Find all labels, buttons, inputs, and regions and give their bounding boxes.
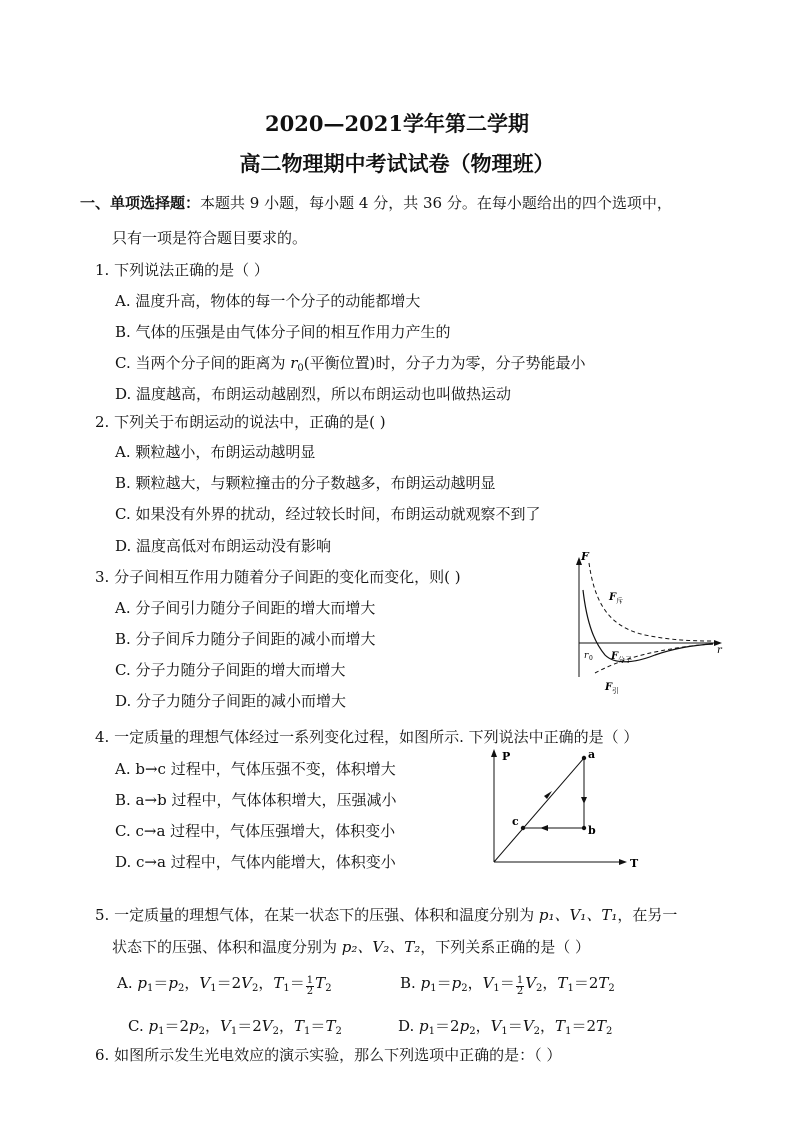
q4-option-c: C. c→a 过程中，气体压强增大，体积变小 (115, 822, 396, 840)
q1-stem: 1. 下列说法正确的是（ ） (95, 261, 269, 279)
q5-line1-post: ，在另一 (617, 906, 678, 924)
fig4-b-label: b (588, 824, 596, 837)
q5-b-fraction: $\frac{1}{2}$ (516, 975, 524, 997)
q4-option-d: D. c→a 过程中，气体内能增大，体积变小 (115, 853, 396, 871)
q3-option-a: A. 分子间引力随分子间距的增大而增大 (115, 599, 376, 617)
q1-option-c (115, 352, 586, 374)
q5-c-label: C. (128, 1017, 144, 1035)
fig4-ca-arrow (544, 791, 552, 799)
q5-line2-vars: p₂、V₂、T₂ (341, 938, 421, 956)
q5-b-label: B. (400, 974, 416, 992)
section1-heading (80, 192, 672, 213)
exam-title-year: 2020—2021学年第二学期 (265, 111, 529, 136)
fig4-t-axis-arrow (619, 859, 627, 865)
fig3-fmol-sub: 分子 (618, 656, 632, 664)
section1-desc-cont: 只有一项是符合题目要求的。 (112, 229, 308, 247)
q5-stem-line1 (95, 904, 677, 925)
fig3-fatt-label: F (605, 682, 613, 693)
exam-title-name: 高二物理期中考试试卷（物理班） (239, 151, 555, 176)
fig4-point-b (582, 826, 586, 830)
fig3-frep-sub: 斥 (616, 597, 623, 605)
q5-line1-pre: 5. 一定质量的理想气体，在某一状态下的压强、体积和温度分别为 (95, 906, 539, 924)
q5-line2-post: ，下列关系正确的是（ ） (420, 938, 591, 956)
q3-option-d: D. 分子力随分子间距的减小而增大 (115, 692, 347, 710)
q1-option-b: B. 气体的压强是由气体分子间的相互作用力产生的 (115, 323, 451, 341)
q3-option-b: B. 分子间斥力随分子间距的减小而增大 (115, 630, 376, 648)
q5-a-label: A. (117, 974, 133, 992)
q5-option-d: D. $p_1=2p_2$，$V_1=V_2$，$T_1=2T_2$ (398, 1017, 613, 1037)
fig3-fatt-sub: 引 (612, 687, 619, 695)
fig3-fmol-label: F (611, 651, 619, 662)
q2-option-b: B. 颗粒越大，与颗粒撞击的分子数越多，布朗运动越明显 (115, 474, 496, 492)
q6-stem: 6. 如图所示发生光电效应的演示实验，那么下列选项中正确的是：（ ） (95, 1046, 562, 1064)
molecular-force-figure (565, 545, 730, 700)
q5-option-c: C. $p_1=2p_2$，$V_1=2V_2$，$T_1=T_2$ (128, 1017, 342, 1037)
q4-stem: 4. 一定质量的理想气体经过一系列变化过程，如图所示. 下列说法中正确的是（ ） (95, 728, 639, 746)
fig4-point-a (582, 756, 586, 760)
q3-option-c: C. 分子力随分子间距的增大而增大 (115, 661, 346, 679)
section1-title: 单项选择题： (110, 194, 201, 212)
fig3-r0-label: r (584, 651, 589, 661)
fig4-c-label: c (512, 815, 519, 828)
section1-number: 一、 (80, 194, 111, 212)
fig4-bc-arrow (540, 825, 548, 831)
q1-option-d: D. 温度越高，布朗运动越剧烈，所以布朗运动也叫做热运动 (115, 385, 512, 403)
fig3-molecular-force-curve (583, 590, 713, 662)
q5-option-b: B. $p_1=p_2$，$V_1=$ $\frac{1}{2}$ $V_2$，$T_1=2T_2$ (400, 974, 615, 997)
fig4-point-c (521, 826, 525, 830)
q2-stem: 2. 下列关于布朗运动的说法中，正确的是( ) (95, 413, 386, 431)
q2-option-a: A. 颗粒越小，布朗运动越明显 (115, 443, 316, 461)
q5-line2-pre: 状态下的压强、体积和温度分别为 (112, 938, 342, 956)
fig3-r-label: r (717, 645, 722, 656)
pt-diagram-figure (480, 742, 650, 874)
q1-c-sub: 0 (297, 363, 304, 374)
q1-c-var: r (290, 354, 298, 372)
fig4-a-label: a (588, 748, 596, 761)
q1-c-pre: C. 当两个分子间的距离为 (115, 354, 291, 372)
q2-option-c: C. 如果没有外界的扰动，经过较长时间，布朗运动就观察不到了 (115, 505, 541, 523)
q5-a-fraction: $\frac{1}{2}$ (306, 975, 314, 997)
q4-option-a: A. b→c 过程中，气体压强不变，体积增大 (115, 760, 396, 778)
q2-option-d: D. 温度高低对布朗运动没有影响 (115, 537, 332, 555)
q5-option-a: A. $p_1=p_2$，$V_1=2V_2$，$T_1=$ $\frac{1}{2}$ $T_2$ (117, 974, 332, 997)
fig4-t-label: T (630, 857, 639, 870)
fig4-ab-arrow (581, 797, 587, 804)
q4-option-b: B. a→b 过程中，气体体积增大，压强减小 (115, 791, 397, 809)
q5-line1-vars: p₁、V₁、T₁ (538, 906, 618, 924)
fig4-origin-line (494, 758, 584, 862)
fig3-f-label: F (581, 550, 589, 563)
fig3-repulsive-curve (589, 563, 713, 641)
q1-option-a: A. 温度升高，物体的每一个分子的动能都增大 (115, 292, 421, 310)
fig3-r0-sub: 0 (589, 655, 593, 662)
q3-stem: 3. 分子间相互作用力随着分子间距的变化而变化，则( ) (95, 568, 461, 586)
section1-desc: 本题共 9 小题，每小题 4 分，共 36 分。在每小题给出的四个选项中， (200, 194, 672, 212)
q5-stem-line2 (112, 936, 590, 957)
q1-c-post: (平衡位置)时，分子力为零，分子势能最小 (303, 354, 586, 372)
fig4-p-label: P (502, 750, 511, 763)
q5-d-label: D. (398, 1017, 415, 1035)
fig3-frep-label: F (609, 592, 617, 603)
fig4-p-axis-arrow (491, 749, 497, 757)
